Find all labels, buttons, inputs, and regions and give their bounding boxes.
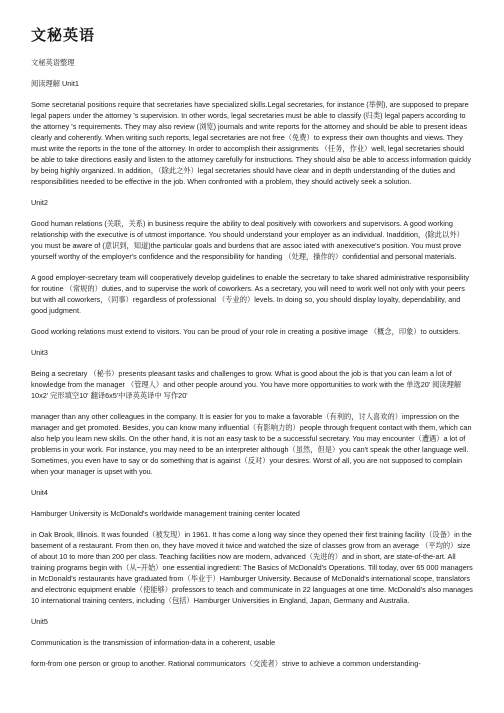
- unit3-label: Unit3: [31, 348, 48, 357]
- unit5-paragraph-2: form-from one person or group to another. Rational communicators（交流者）strive to achieve a common understanding-: [31, 659, 421, 668]
- unit3-paragraph-2: manager than any other colleagues in the company. It is easier for you to make a favorable（有利的，讨人喜欢的）impression on the manager and get promoted. Besides, you can know many influential（有影响力的）people through frequent contact with them, which can also help you learn new skills. On the other hand, it is not an easy task to be a successful secretary. You may encounter（遭遇）a lot of problems in your work. For instance, you may need to be an interpreter although（虽然，但是）you can't speak the other language well. Sometimes, you even have to say or do something that is against（反对）your desires. Worst of all, you are not supposed to complain when your manager is upset with you.: [31, 412, 472, 476]
- unit4-paragraph-2: in Oak Brook, Illinois. It was founded（被发现）in 1961. It has come a long way since they opened their first training facility（设备）in the basement of a restaurant. From then on, they have moved it twice and watched the size of classes grow from an average （平均的）size of about 10 to more than 200 per class. Teaching facilities now are modern, advanced（先进的）and in short, are state-of-the-art. All training programs begin with（从~开始）one essential ingredient: The Basics of McDonald's Operations. Till today, over 65 000 managers in McDonald's restaurants have graduated from（毕业于）Hamburger University. Because of McDonald's international scope, translators and electronic equipment enable（使能够）professors to teach and communicate in 22 languages at one time. McDonald's also manages 10 international training centers, including（包括）Hamburger Universities in England, Japan, Germany and Australia.: [31, 530, 473, 605]
- unit5-paragraph-1: Communication is the transmission of information-data in a coherent, usable: [31, 638, 276, 647]
- unit2-paragraph-2: A good employer-secretary team will cooperatively develop guidelines to enable the secretary to take shared administrative responsibility for routine （常规的）duties, and to supervise the work of coworkers. As a secretary, you will need to work well not only with your peers but with all coworkers，（同事）regardless of professional （专业的）levels. In doing so, you should display loyalty, dependability, and good judgment.: [31, 273, 470, 315]
- unit5-label: Unit5: [31, 617, 48, 626]
- unit4-paragraph-1: Hamburger University is McDonald's worldwide management training center located: [31, 509, 300, 518]
- unit2-label: Unit2: [31, 198, 48, 207]
- unit3-paragraph-1: Being a secretary （秘书）presents pleasant tasks and challenges to grow. What is good about the job is that you can learn a lot of knowledge from the manager （管理人）and other people around you. You have more opportunities to work with the 单选20' 阅读理解10x2' 完形填空10' 翻译6x5'中译英英译中 写作20': [31, 369, 462, 400]
- unit2-paragraph-3: Good working relations must extend to visitors. You can be proud of your role in creating a positive image （概念，印象）to outsiders.: [31, 327, 461, 336]
- document-title: 文秘英语: [31, 26, 96, 44]
- unit2-paragraph-1: Good human relations (关联，关系) in business require the ability to deal positively with coworkers and supervisors. A good working relationship with the executive is of utmost importance. You should understand your employer as an individual. Inaddition，(除此以外）you must be aware of (意识到，知道)the particular goals and burdens that are assoc iated with anexecutive's position. You must prove yourself worthy of the employer's confidence and the responsibility for handing （处理，操作的）confidential and personal materials.: [31, 219, 464, 261]
- unit1-paragraph: Some secretarial positions require that secretaries have specialized skills.Legal secretaries, for instance (举例), are supposed to prepare legal papers under the attorney 's supervision. In other words, legal secretaries must be able to classify (归类) legal papers according to the attorney 's requirements. They may also review (浏览) journals and write reports for the attorney and should be able to present ideas clearly and coherently. When writing such reports, legal secretaries are not free（免费）to express their own thoughts and views. They must write the reports in the tone of the attorney. In order to accomplish their assignments （任务，作业）well, legal secretaries should be able to take directions easily and listen to the attorney carefully for instructions. They should also be able to access information quickly by being highly organized. In addition，（除此之外）legal secretaries should have clear and in depth understanding of the duties and responsibilities needed to be effective in the job. When confronted with a problem, they should actively seek a solution.: [31, 100, 471, 186]
- unit4-label: Unit4: [31, 488, 48, 497]
- section-heading: 阅读理解 Unit1: [31, 79, 79, 88]
- document-subtitle: 文秘英语整理: [31, 58, 75, 67]
